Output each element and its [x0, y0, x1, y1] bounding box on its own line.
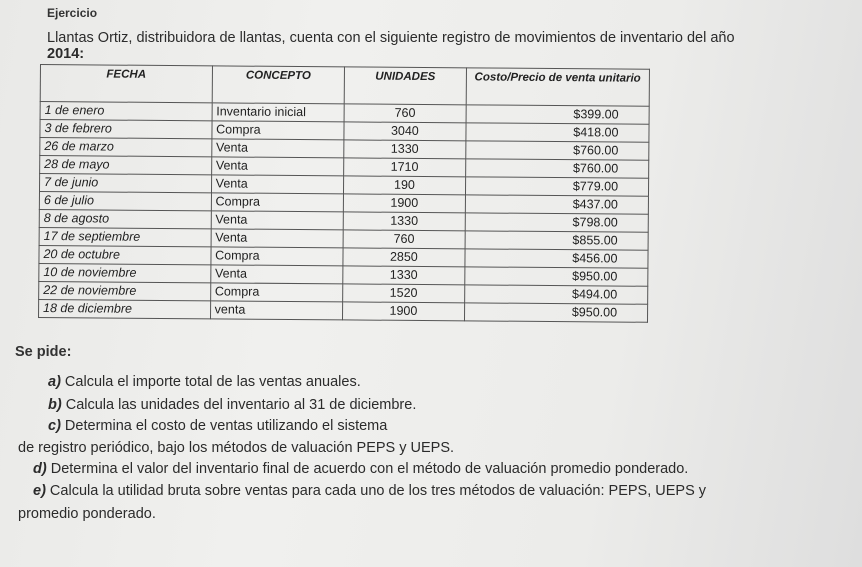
header-concepto: CONCEPTO	[212, 66, 345, 104]
cell-unidades: 1900	[343, 302, 464, 321]
question-c-continuation: de registro periódico, bajo los métodos de valuación PEPS y UEPS.	[18, 440, 455, 456]
cell-concepto: Venta	[210, 265, 343, 284]
question-d-text: Determina el valor del inventario final de acuerdo con el método de valuación promedio ponderado.	[46, 461, 689, 477]
cell-concepto: Compra	[211, 193, 344, 212]
cell-unidades: 3040	[344, 122, 465, 141]
intro-line-2: 2014:	[47, 46, 85, 62]
question-b-text: Calcula las unidades del inventario al 31 de diciembre.	[61, 397, 417, 413]
cell-costo: $855.00	[465, 231, 649, 250]
cell-costo: $779.00	[465, 177, 649, 196]
question-d-letter: d)	[33, 461, 47, 477]
cell-concepto: Venta	[211, 175, 344, 194]
cell-costo: $760.00	[465, 141, 649, 160]
cell-unidades: 190	[344, 176, 465, 195]
intro-paragraph	[47, 30, 827, 62]
intro-line-1: Llantas Ortiz, distribuidora de llantas, cuenta con el siguiente registro de movimientos de inventario del año	[47, 30, 735, 46]
cell-costo: $437.00	[465, 195, 649, 214]
cell-concepto: Venta	[211, 211, 344, 230]
exercise-heading: Ejercicio	[47, 6, 98, 20]
question-e-letter: e)	[33, 483, 46, 499]
cell-unidades: 760	[343, 230, 464, 249]
cell-unidades: 1710	[344, 158, 465, 177]
cell-fecha: 7 de junio	[39, 174, 211, 193]
cell-unidades: 2850	[343, 248, 464, 267]
cell-concepto: Compra	[212, 121, 345, 140]
cell-concepto: Inventario inicial	[212, 103, 345, 122]
cell-fecha: 20 de octubre	[39, 245, 211, 264]
cell-fecha: 26 de marzo	[40, 138, 212, 157]
question-c	[48, 417, 387, 435]
cell-costo: $494.00	[464, 285, 648, 304]
cell-costo: $950.00	[464, 303, 648, 322]
se-pide-heading: Se pide:	[15, 344, 72, 360]
inventory-table	[38, 64, 650, 323]
cell-costo: $950.00	[464, 267, 648, 286]
table-header-row	[40, 65, 649, 107]
question-e-text: Calcula la utilidad bruta sobre ventas para cada uno de los tres métodos de valuación: PEPS, UEPS y	[45, 483, 707, 499]
cell-fecha: 1 de enero	[40, 102, 212, 121]
cell-fecha: 18 de diciembre	[39, 299, 211, 318]
cell-costo: $418.00	[465, 123, 649, 142]
cell-unidades: 760	[344, 104, 465, 123]
cell-fecha: 10 de noviembre	[39, 263, 211, 282]
cell-costo: $456.00	[464, 249, 648, 268]
question-a-letter: a)	[48, 374, 61, 390]
header-fecha: FECHA	[40, 65, 212, 103]
question-e	[33, 482, 706, 500]
cell-fecha: 6 de julio	[39, 192, 211, 211]
cell-unidades: 1520	[343, 284, 464, 303]
question-b-letter: b)	[48, 397, 62, 413]
question-c-text: Determina el costo de ventas utilizando el sistema	[60, 418, 388, 434]
cell-unidades: 1900	[344, 194, 465, 213]
header-unidades: UNIDADES	[344, 67, 466, 105]
cell-concepto: venta	[210, 301, 343, 320]
cell-concepto: Venta	[211, 157, 344, 176]
cell-fecha: 28 de mayo	[40, 156, 212, 175]
question-e-continuation: promedio ponderado.	[18, 506, 156, 522]
cell-fecha: 22 de noviembre	[39, 281, 211, 300]
question-a-text: Calcula el importe total de las ventas anuales.	[60, 374, 361, 390]
question-c-letter: c)	[48, 418, 61, 434]
cell-unidades: 1330	[343, 266, 464, 285]
cell-costo: $798.00	[465, 213, 649, 232]
cell-concepto: Compra	[210, 283, 343, 302]
question-d	[33, 460, 688, 478]
cell-unidades: 1330	[344, 140, 465, 159]
cell-costo: $399.00	[466, 105, 650, 124]
cell-concepto: Venta	[211, 229, 344, 248]
cell-concepto: Compra	[211, 247, 344, 266]
cell-concepto: Venta	[211, 139, 344, 158]
cell-fecha: 3 de febrero	[40, 120, 212, 139]
table-row	[39, 299, 648, 322]
cell-fecha: 8 de agosto	[39, 209, 211, 228]
question-b	[48, 396, 416, 414]
question-a	[48, 373, 361, 391]
header-costo: Costo/Precio de venta unitario	[466, 68, 650, 106]
cell-costo: $760.00	[465, 159, 649, 178]
cell-unidades: 1330	[343, 212, 464, 231]
cell-fecha: 17 de septiembre	[39, 227, 211, 246]
